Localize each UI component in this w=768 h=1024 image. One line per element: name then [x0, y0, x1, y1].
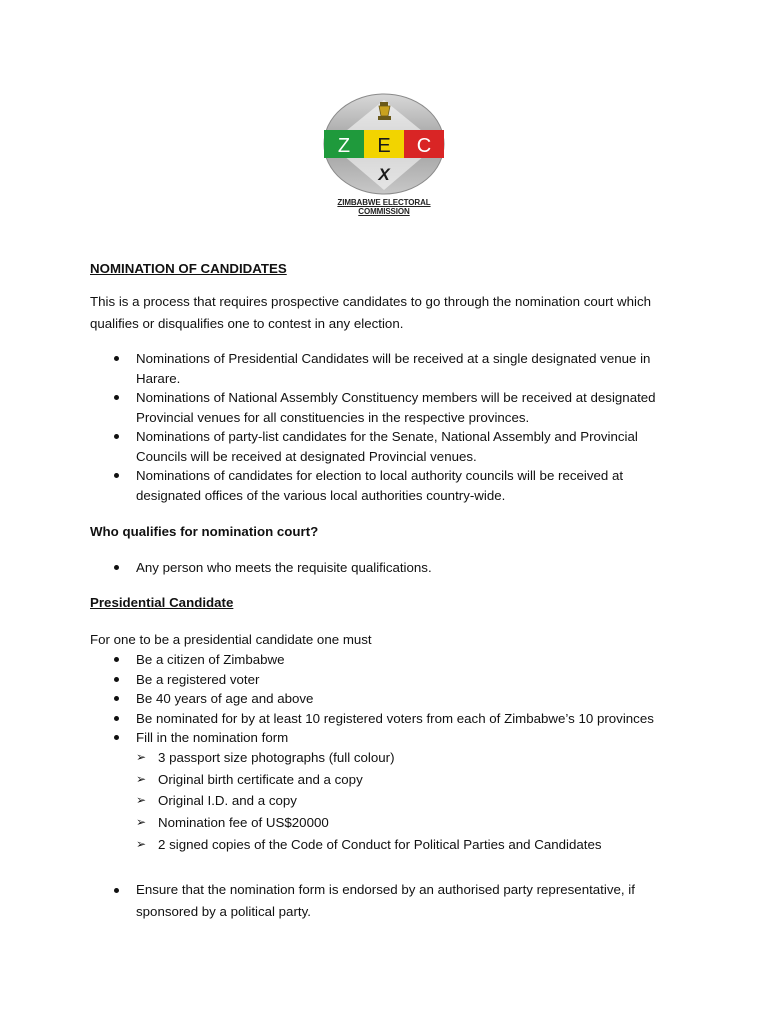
bullet-icon [114, 696, 119, 701]
list-item [0, 747, 768, 769]
list-item-text: Nominations of candidates for election to local authority councils will be received at designated offices of the various local authorities country-wide. [136, 468, 624, 503]
arrow-bullet-icon: ➢ [136, 793, 147, 808]
bullet-icon [114, 735, 119, 740]
logo-letter: C [416, 135, 432, 157]
list-item-text: Nominations of National Assembly Constituency members will be received at designated Provincial venues for all constituencies in the respective provinces. [136, 390, 656, 425]
list-item-text: Be nominated for by at least 10 registered voters from each of Zimbabwe’s 10 provinces [136, 710, 654, 726]
bullet-icon [114, 395, 119, 400]
list-item-text: Be a registered voter [136, 671, 260, 687]
list-item-text: Any person who meets the requisite qualifications. [136, 560, 432, 575]
list-item [0, 834, 768, 856]
presidential-requirements-list [0, 650, 768, 748]
bullet-icon [114, 657, 119, 662]
list-item-text: Nominations of Presidential Candidates will be received at a single designated venue in Harare. [136, 351, 651, 386]
list-item [0, 670, 768, 690]
zec-emblem-icon [318, 92, 450, 196]
nomination-venues-list [0, 349, 768, 505]
list-item [0, 558, 768, 578]
logo-letter: Z [337, 135, 351, 157]
nomination-form-items [0, 747, 768, 856]
bullet-icon [114, 473, 119, 478]
list-item [0, 879, 768, 923]
qualifies-list [0, 558, 768, 578]
list-item [0, 769, 768, 791]
presidential-intro: For one to be a presidential candidate one must [90, 632, 372, 647]
list-item-text: Be a citizen of Zimbabwe [136, 652, 285, 667]
arrow-bullet-icon: ➢ [136, 750, 147, 764]
list-item [0, 650, 768, 670]
list-item-text: Ensure that the nomination form is endorsed by an authorised party representative, if sponsored by a political party. [136, 882, 635, 919]
bullet-icon [114, 716, 119, 721]
list-item [0, 790, 768, 812]
bullet-icon [114, 565, 119, 570]
bullet-icon [114, 356, 119, 361]
list-item-text: Fill in the nomination form [136, 730, 289, 745]
arrow-bullet-icon: ➢ [136, 771, 147, 786]
zec-logo [318, 92, 450, 216]
arrow-bullet-icon: ➢ [136, 836, 147, 851]
list-item-text: Nominations of party-list candidates for the Senate, National Assembly and Provincial Councils will be received at designated Provincial venues. [136, 429, 638, 464]
intro-paragraph: This is a process that requires prospective candidates to go through the nomination court which qualifies or disqualifies one to contest in any election. [90, 294, 651, 331]
section-title-who-qualifies: Who qualifies for nomination court? [90, 524, 319, 539]
bullet-icon [114, 677, 119, 682]
bullet-icon [114, 888, 119, 893]
list-item-text: Be 40 years of age and above [136, 691, 314, 706]
list-item-text: Original I.D. and a copy [158, 793, 297, 809]
section-title-nomination: NOMINATION OF CANDIDATES [90, 261, 287, 276]
list-item [0, 689, 768, 709]
list-item [0, 427, 768, 466]
list-item [0, 709, 768, 729]
list-item [0, 388, 768, 427]
logo-ballot-mark: X [378, 165, 390, 184]
list-item-text: Nomination fee of US$20000 [158, 815, 329, 831]
list-item-text: 2 signed copies of the Code of Conduct for Political Parties and Candidates [158, 836, 602, 852]
logo-letter: E [377, 135, 391, 157]
list-item-text: Original birth certificate and a copy [158, 771, 363, 787]
logo-caption: ZIMBABWE ELECTORAL COMMISSION [337, 198, 431, 216]
list-item-text: 3 passport size photographs (full colour) [158, 750, 395, 765]
bullet-icon [114, 434, 119, 439]
arrow-bullet-icon: ➢ [136, 815, 147, 830]
list-item [0, 349, 768, 388]
list-item [0, 728, 768, 748]
endorsement-list [0, 879, 768, 923]
section-title-presidential: Presidential Candidate [90, 595, 234, 610]
list-item [0, 466, 768, 505]
list-item [0, 812, 768, 834]
